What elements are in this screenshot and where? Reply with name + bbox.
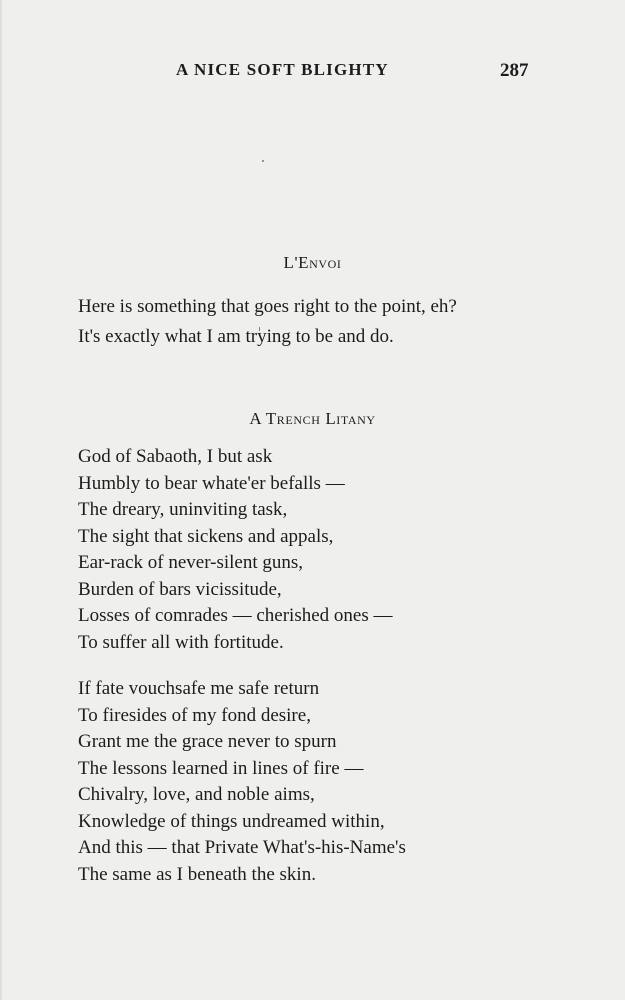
- verse-line: Knowledge of things undreamed within,: [78, 810, 385, 832]
- verse-line: Ear-rack of never-silent guns,: [78, 552, 304, 573]
- verse-line: If fate vouchsafe me safe return: [78, 678, 320, 699]
- verse-line: Burden of bars vicissitude,: [78, 578, 282, 600]
- page-number: 287: [500, 60, 529, 81]
- envoi-heading: L'Envoi: [283, 253, 342, 272]
- verse-line: To suffer all with fortitude.: [78, 631, 284, 653]
- verse-line: To firesides of my fond desire,: [78, 704, 311, 726]
- verse-line: Losses of comrades — cherished ones —: [78, 605, 393, 626]
- poem-stanza-1: [78, 444, 392, 656]
- verse-line: The lessons learned in lines of fire —: [78, 757, 364, 779]
- verse-line: The sight that sickens and appals,: [78, 525, 334, 547]
- envoi-paragraph: It's exactly what I am trying to be and do.: [78, 326, 394, 347]
- running-title: A NICE SOFT BLIGHTY: [176, 60, 389, 79]
- verse-line: Humbly to bear whate'er befalls —: [78, 472, 345, 494]
- envoi-body: [56, 292, 546, 352]
- verse-line: The dreary, uninviting task,: [78, 499, 288, 520]
- verse-line: The same as I beneath the skin.: [78, 863, 316, 885]
- verse-line: God of Sabaoth, I but ask: [78, 446, 273, 467]
- page-edge-shadow: [0, 0, 3, 1000]
- poem-title: A Trench Litany: [249, 409, 376, 428]
- poem-stanza-2: [78, 676, 406, 888]
- ink-speck: [262, 160, 264, 162]
- running-head: [0, 60, 625, 84]
- envoi-paragraph: Here is something that goes right to the point, eh?: [78, 296, 457, 317]
- verse-line: And this — that Private What's-his-Name's: [78, 837, 406, 858]
- verse-line: Grant me the grace never to spurn: [78, 731, 337, 752]
- verse-line: Chivalry, love, and noble aims,: [78, 784, 315, 805]
